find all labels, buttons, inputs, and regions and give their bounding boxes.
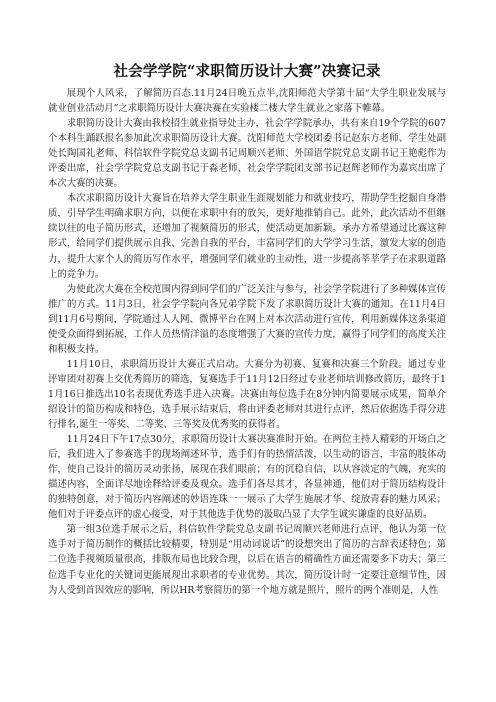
paragraph-publicity: 为使此次大赛在全校范围内得到同学们的广泛关注与参与，社会学学院进行了多种媒体宣传推广的方式。11月3日，社会学学院向各兄弟学院下发了求职简历设计大赛的通知。在11月4日到11月6号期间，学院通过人人网、微博平台在网上对本次活动进行宣传，利用新媒体这条渠道使受众面得到拓展，工作人员热情洋溢的态度增强了大赛的宣传力度，赢得了同学们的高度关注和积极支持。 [48, 283, 446, 355]
paragraph-stages: 11月10日，求职简历设计大赛正式启动。大赛分为初赛、复赛和决赛三个阶段。通过专业评审团对初赛上交优秀简历的筛选，复赛选手于11月12日经过专业老师培训修改简历，最终于11月16日推选出10名表现优秀选手进入决赛。决赛由每位选手在8分钟内简要展示成果，简单介绍设计的简历构成和特色，选手展示结束后，将由评委老师对其进行点评，然后依据选手得分进行排名,诞生一等奖、二等奖、三等奖及优秀奖的获得者。 [48, 358, 446, 431]
paragraph-organizers: 求职简历设计大赛由我校招生就业指导处主办，社会学学院承办，共有来自19个学院的607个本科生踊跃报名参加此次求职简历设计大赛。沈阳师范大学校团委书记赵东方老师、学生处副处长陶国礼老师、科信软件学院党总支副书记周顺兴老师、外国语学院党总支副书记王艳彪作为评委出席，社会学学院党总支副书记于淼老师、社会学学院团支部书记赵辉老师作为嘉宾出席了本次大赛的决赛。 [48, 118, 446, 190]
paragraph-final: 11月24日下午17点30分，求职简历设计大赛决赛准时开始。在两位主持人精彩的开场白之后，我们进入了参赛选手的现场阐述环节，选手们有的热情活泼，以生动的语言，丰富的肢体动作，使自己设计的简历灵动张扬，展现在我们眼前；有的沉稳自信，以从容淡定的气魄，充实的描述内容，全面详尽地诠释给评委及观众。选手们各尽其才，各显神通，他们对于简历结构设计的独特创意，对于简历内容阐述的妙语连珠一一展示了大学生施展才华、绽放青春的魅力风采；他们对于评委点评的虚心接受，对于其他选手优势的汲取凸显了大学生诚实谦虚的良好品质。 [48, 434, 446, 521]
paragraph-comments: 第一组3位选手展示之后，科信软件学院党总支副书记周顺兴老师进行点评，他认为第一位选手对于简历制作的概括比较精要，特别是“用动词说话”的设想突出了简历的言辞表述特色；第二位选手视频质量很高，排版布局也比较合理，以后在语言的精确性方面还需要多下功夫；第三位选手专业化的关键词更能展现出求职者的专业优势。其次，简历设计时一定要注意细节性，因为人受到首因效应的影响，所以HR考察简历的第一个地方就是照片，照片的两个准则是，人性 [48, 524, 446, 596]
paragraph-purpose: 本次求职简历设计大赛旨在培养大学生职业生涯规划能力和就业技巧，帮助学生挖掘自身潜质，引导学生明确求职方向，以便在求职中有的放矢，更好地推销自己。此外，此次活动不但继续以往的电子简历形式，还增加了视频简历的形式，使活动更加新颖。承办方希望通过比赛这种形式，给同学们提供展示自我、完善自我的平台，丰富同学们的大学学习生活，激发大家的创造力，提升大家个人的简历写作水平，增强同学们就业的主动性，进一步提高莘莘学子在求职道路上的竞争力。 [48, 193, 446, 280]
paragraph-intro: 展现个人风采，了解简历百态.11月24日晚五点半,沈阳师范大学第十届“大学生职业发展与就业创业活动月”之求职简历设计大赛决赛在实验楼二楼大学生就业之家落下帷幕。 [48, 88, 446, 115]
document-title: 社会学学院“求职简历设计大赛”决赛记录 [113, 63, 381, 80]
